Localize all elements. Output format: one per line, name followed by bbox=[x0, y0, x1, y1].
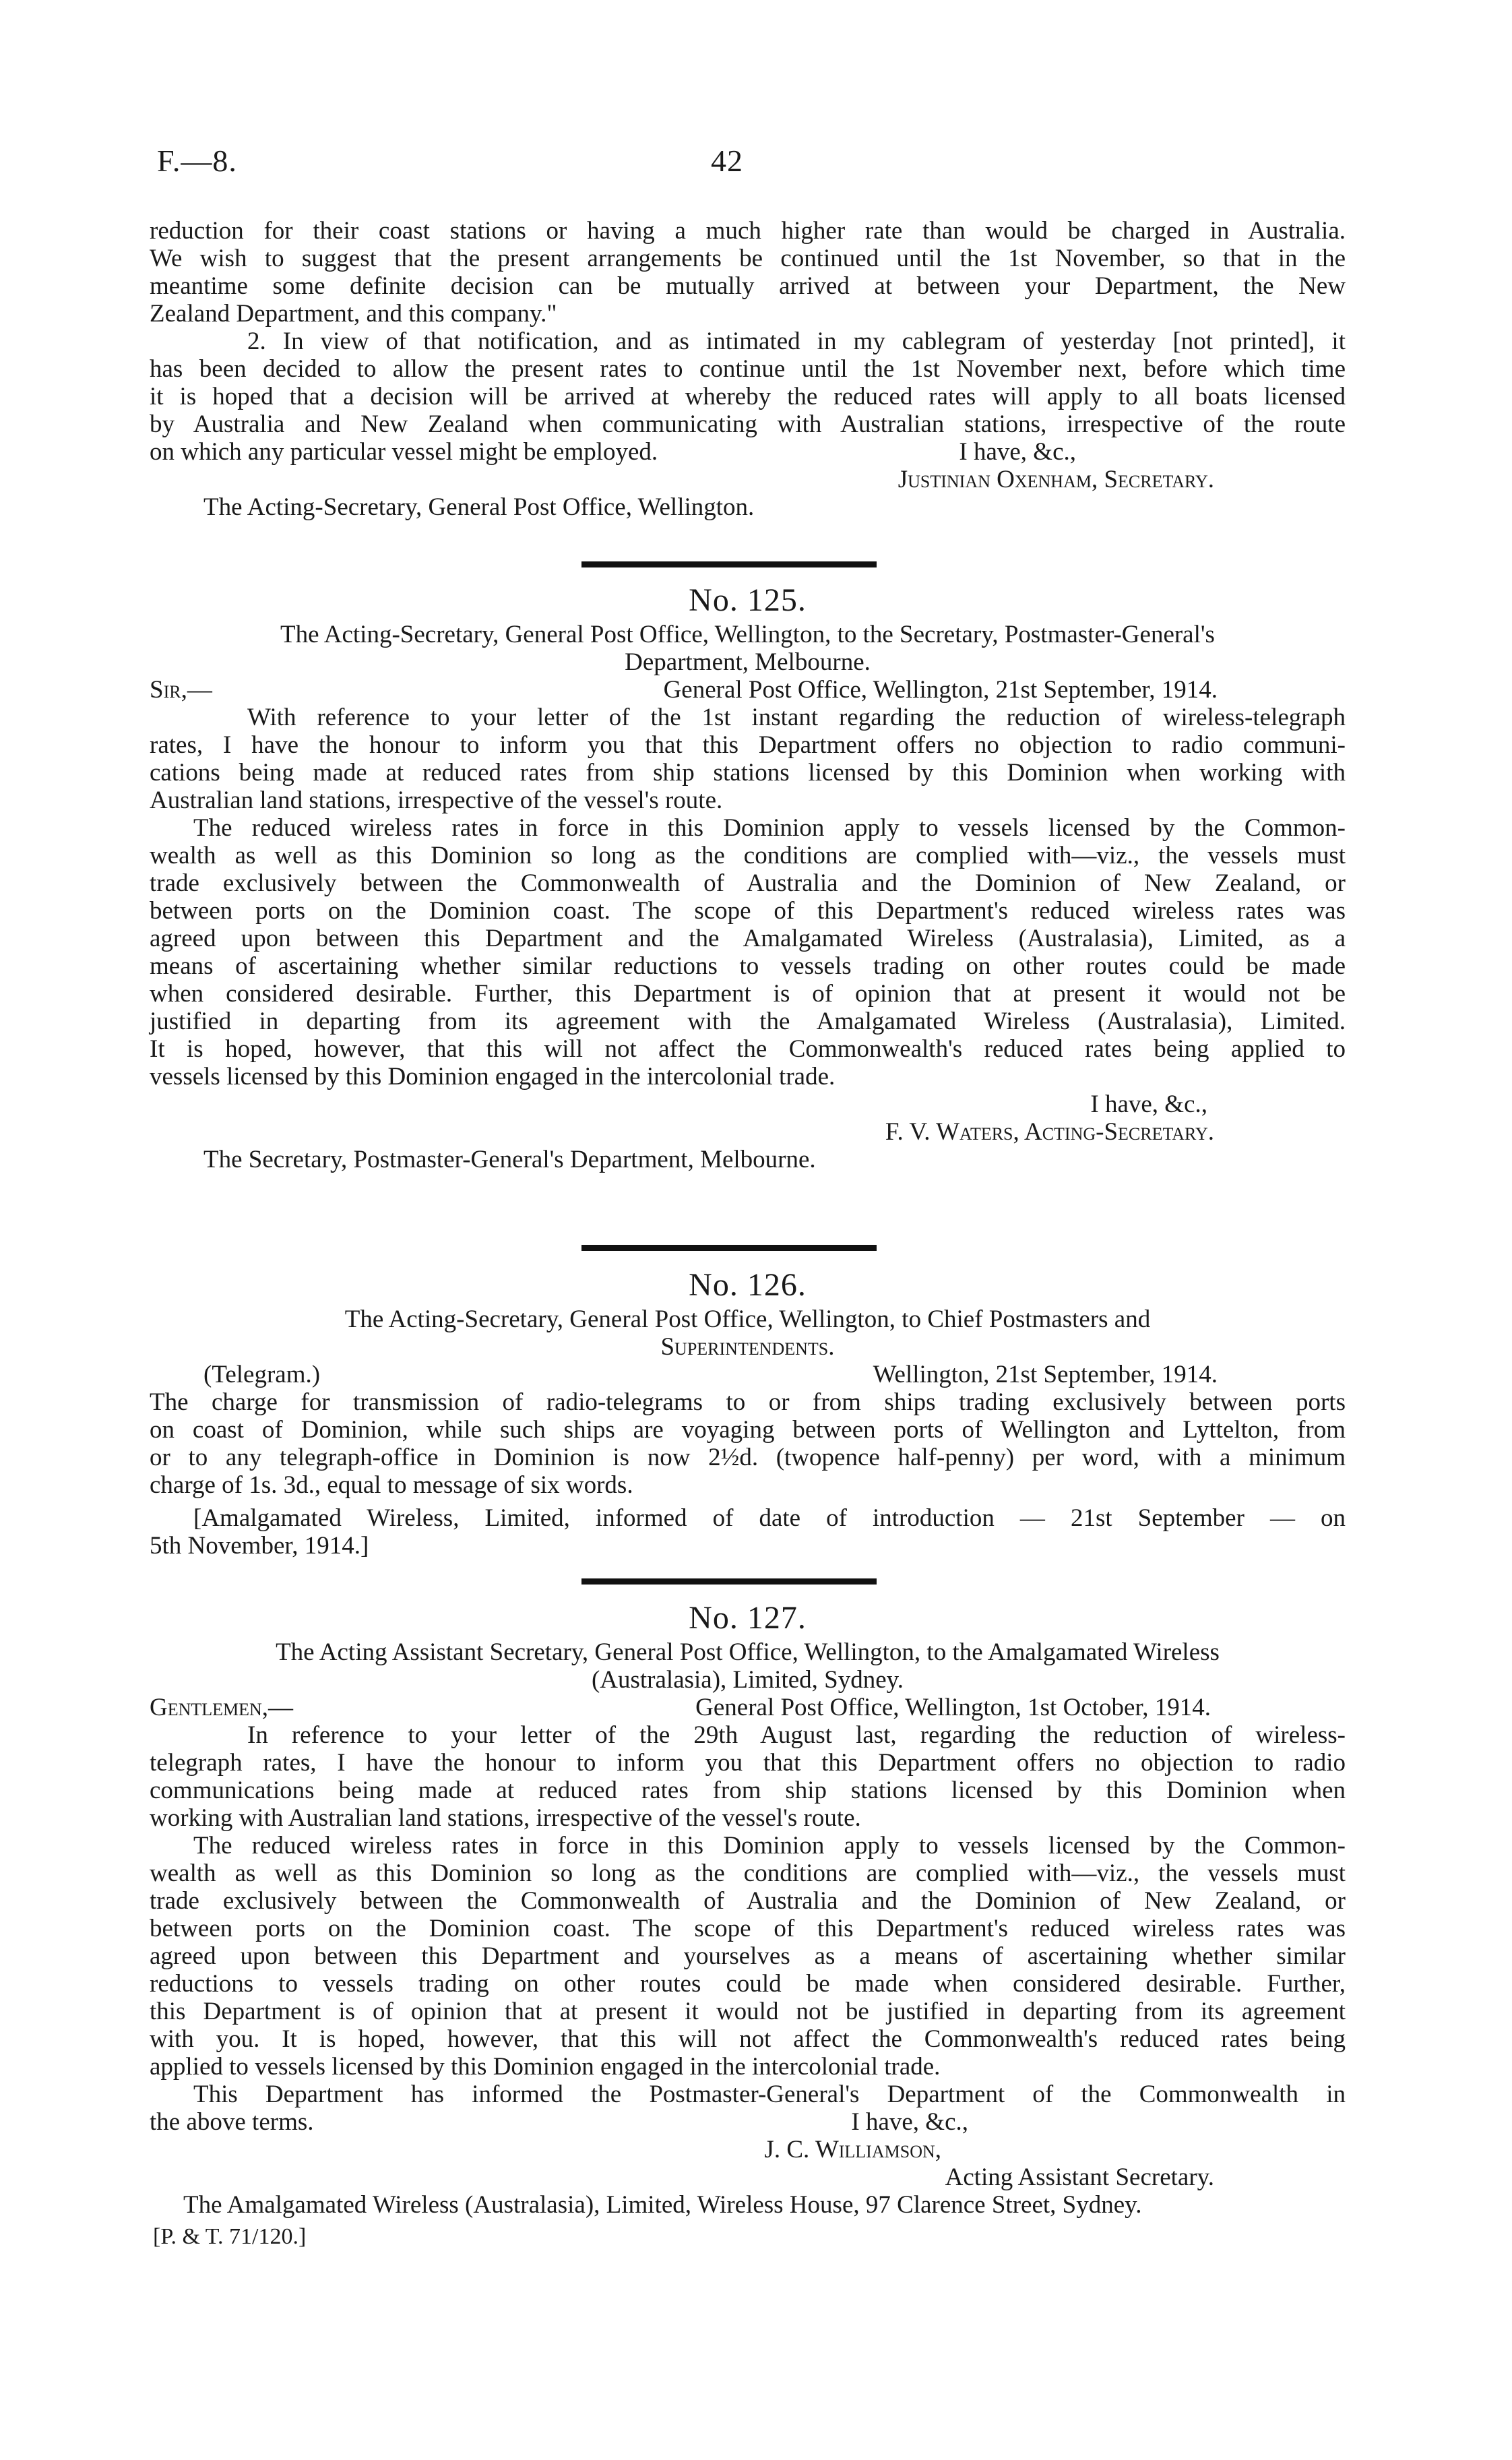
paragraph-line: the above terms. bbox=[150, 2108, 314, 2136]
paragraph-line: this Department is of opinion that at present it would not be justified in departing from its agreement bbox=[150, 1998, 1346, 2025]
letter-number: No. 125. bbox=[689, 582, 807, 618]
document-code: F.—8. bbox=[157, 144, 237, 178]
section-divider bbox=[581, 1245, 877, 1251]
dateline: General Post Office, Wellington, 21st September, 1914. bbox=[663, 676, 1218, 704]
paragraph-line: rates, I have the honour to inform you that this Department offers no objection to radio communi- bbox=[150, 731, 1346, 759]
intro-signature: Justinian Oxenham, Secretary. bbox=[897, 466, 1214, 493]
letter-heading: Superintendents. bbox=[660, 1333, 835, 1361]
signature-title: Acting Assistant Secretary. bbox=[945, 2163, 1214, 2191]
paragraph-line: working with Australian land stations, irrespective of the vessel's route. bbox=[150, 1804, 861, 1832]
signature-name: J. C. Williamson, bbox=[764, 2136, 941, 2163]
paragraph-line: It is hoped, however, that this will not affect the Commonwealth's reduced rates being applied to bbox=[150, 1035, 1346, 1063]
paragraph-line: In reference to your letter of the 29th August last, regarding the reduction of wireless- bbox=[247, 1721, 1346, 1749]
paragraph-line: Australian land stations, irrespective of the vessel's route. bbox=[150, 787, 723, 814]
paragraph-line: This Department has informed the Postmaster-General's Department of the Commonwealth in bbox=[193, 2081, 1346, 2108]
paragraph-line: between ports on the Dominion coast. The scope of this Department's reduced wireless rates was bbox=[150, 1915, 1346, 1942]
intro-last-line: on which any particular vessel might be employed. bbox=[150, 438, 658, 466]
paragraph-line: The charge for transmission of radio-telegrams to or from ships trading exclusively between ports bbox=[150, 1388, 1346, 1416]
paragraph-line: justified in departing from its agreement with the Amalgamated Wireless (Australasia), Limited. bbox=[150, 1008, 1346, 1035]
paragraph-line: means of ascertaining whether similar reductions to vessels trading on other routes could be made bbox=[150, 952, 1346, 980]
intro-section bbox=[150, 217, 1346, 521]
intro-line: Zealand Department, and this company." bbox=[150, 300, 557, 328]
intro-closing: I have, &c., bbox=[959, 438, 1076, 466]
paragraph-line: cations being made at reduced rates from ship stations licensed by this Dominion when working with bbox=[150, 759, 1346, 787]
salutation: Sir,— bbox=[150, 676, 212, 704]
section-divider bbox=[581, 1578, 877, 1585]
intro-line: reduction for their coast stations or having a much higher rate than would be charged in Australia. bbox=[150, 217, 1346, 245]
intro-last-row bbox=[150, 438, 1346, 466]
paragraph-line: trade exclusively between the Commonwealth of Australia and the Dominion of New Zealand, or bbox=[150, 1887, 1346, 1915]
addressee: The Secretary, Postmaster-General's Department, Melbourne. bbox=[203, 1146, 816, 1173]
paragraph-line: on coast of Dominion, while such ships are voyaging between ports of Wellington and Lyttelton, from bbox=[150, 1416, 1346, 1444]
letter-heading: (Australasia), Limited, Sydney. bbox=[591, 1666, 904, 1694]
note-line: [Amalgamated Wireless, Limited, informed of date of introduction — 21st September — on bbox=[193, 1504, 1346, 1532]
letter-heading: The Acting Assistant Secretary, General Post Office, Wellington, to the Amalgamated Wireless bbox=[276, 1638, 1220, 1666]
paragraph-line: charge of 1s. 3d., equal to message of six words. bbox=[150, 1471, 633, 1499]
paragraph-line: With reference to your letter of the 1st instant regarding the reduction of wireless-telegraph bbox=[247, 704, 1346, 731]
closing: I have, &c., bbox=[1090, 1090, 1207, 1118]
letter-heading: Department, Melbourne. bbox=[625, 648, 871, 676]
intro-line: 2. In view of that notification, and as intimated in my cablegram of yesterday [not printed], it bbox=[247, 328, 1346, 355]
telegram-label: (Telegram.) bbox=[203, 1361, 321, 1388]
signature: F. V. Waters, Acting-Secretary. bbox=[885, 1118, 1214, 1146]
intro-line: it is hoped that a decision will be arrived at whereby the reduced rates will apply to all boats licensed bbox=[150, 383, 1346, 410]
salutation: Gentlemen,— bbox=[150, 1694, 294, 1721]
paragraph-line: The reduced wireless rates in force in this Dominion apply to vessels licensed by the Common- bbox=[193, 1832, 1346, 1859]
telegram-row bbox=[150, 1361, 1346, 1388]
intro-line: meantime some definite decision can be mutually arrived at between your Department, the New bbox=[150, 272, 1346, 300]
addressee: The Amalgamated Wireless (Australasia), Limited, Wireless House, 97 Clarence Street, Sydney. bbox=[183, 2191, 1142, 2219]
page-number: 42 bbox=[711, 144, 743, 178]
paragraph-line: communications being made at reduced rates from ship stations licensed by this Dominion when bbox=[150, 1777, 1346, 1804]
salutation-row bbox=[150, 676, 1346, 704]
paragraph-line: wealth as well as this Dominion so long as the conditions are complied with—viz., the vessels must bbox=[150, 842, 1346, 869]
letter-126 bbox=[150, 1267, 1346, 1560]
intro-addressee: The Acting-Secretary, General Post Office, Wellington. bbox=[203, 493, 755, 521]
salutation-row bbox=[150, 1694, 1346, 1721]
paragraph-line: vessels licensed by this Dominion engaged in the intercolonial trade. bbox=[150, 1063, 836, 1090]
letter-125 bbox=[150, 582, 1346, 1173]
closing: I have, &c., bbox=[851, 2108, 968, 2136]
paragraph-line: agreed upon between this Department and yourselves as a means of ascertaining whether similar bbox=[150, 1942, 1346, 1970]
letter-127 bbox=[150, 1600, 1346, 2250]
paragraph-line: telegraph rates, I have the honour to inform you that this Department offers no objection to radio bbox=[150, 1749, 1346, 1777]
letter-number: No. 127. bbox=[689, 1600, 807, 1636]
paragraph-line: wealth as well as this Dominion so long as the conditions are complied with—viz., the vessels must bbox=[150, 1859, 1346, 1887]
letter-number: No. 126. bbox=[689, 1267, 807, 1303]
paragraph-line: or to any telegraph-office in Dominion is now 2½d. (twopence half-penny) per word, with a minimum bbox=[150, 1444, 1346, 1471]
intro-line: has been decided to allow the present rates to continue until the 1st November next, before which time bbox=[150, 355, 1346, 383]
note-line: 5th November, 1914.] bbox=[150, 1532, 369, 1560]
paragraph-line: when considered desirable. Further, this Department is of opinion that at present it would not be bbox=[150, 980, 1346, 1008]
letter-heading: The Acting-Secretary, General Post Office, Wellington, to Chief Postmasters and bbox=[344, 1305, 1151, 1333]
paragraph-line: with you. It is hoped, however, that this will not affect the Commonwealth's reduced rates being bbox=[150, 2025, 1346, 2053]
file-reference: [P. & T. 71/120.] bbox=[153, 2224, 307, 2249]
closing-row bbox=[150, 2108, 1346, 2136]
paragraph-line: reductions to vessels trading on other routes could be made when considered desirable. Further, bbox=[150, 1970, 1346, 1998]
paragraph-line: trade exclusively between the Commonwealth of Australia and the Dominion of New Zealand, or bbox=[150, 869, 1346, 897]
letter-heading: The Acting-Secretary, General Post Office, Wellington, to the Secretary, Postmaster-General's bbox=[280, 621, 1215, 648]
paragraph-line: applied to vessels licensed by this Dominion engaged in the intercolonial trade. bbox=[150, 2053, 941, 2081]
dateline: Wellington, 21st September, 1914. bbox=[873, 1361, 1218, 1388]
intro-line: We wish to suggest that the present arrangements be continued until the 1st November, so that in the bbox=[150, 245, 1346, 272]
paragraph-line: between ports on the Dominion coast. The scope of this Department's reduced wireless rates was bbox=[150, 897, 1346, 925]
paragraph-line: The reduced wireless rates in force in this Dominion apply to vessels licensed by the Common- bbox=[193, 814, 1346, 842]
section-divider bbox=[581, 561, 877, 567]
paragraph-line: agreed upon between this Department and the Amalgamated Wireless (Australasia), Limited, as a bbox=[150, 925, 1346, 952]
dateline: General Post Office, Wellington, 1st October, 1914. bbox=[695, 1694, 1211, 1721]
intro-line: by Australia and New Zealand when communicating with Australian stations, irrespective of the route bbox=[150, 410, 1346, 438]
